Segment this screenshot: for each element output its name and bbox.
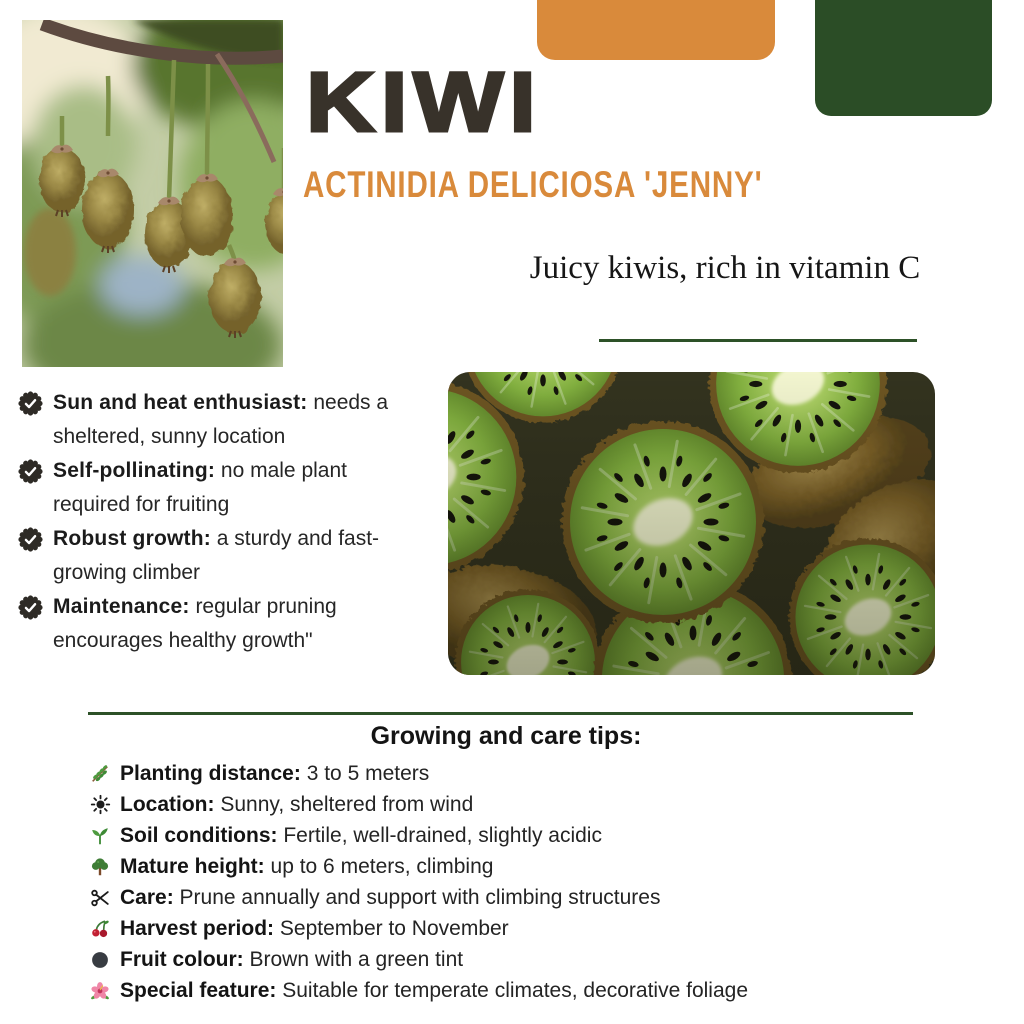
check-badge-icon: [18, 527, 43, 552]
tips-section: [88, 722, 924, 1006]
hibiscus-icon: [88, 979, 112, 1003]
feature-text: Robust growth: a sturdy and fast-growing climber: [53, 527, 380, 584]
herb-icon: [88, 762, 112, 786]
tip-text: Mature height: up to 6 meters, climbing: [120, 854, 494, 878]
tip-text: Location: Sunny, sheltered from wind: [120, 792, 474, 816]
tip-item: [88, 944, 924, 975]
tip-text: Planting distance: 3 to 5 meters: [120, 761, 430, 785]
tagline: Juicy kiwis, rich in vitamin C: [529, 250, 921, 286]
black-circle-icon: [88, 948, 112, 972]
check-badge-icon: [18, 595, 43, 620]
feature-item: [18, 386, 422, 454]
tip-item: [88, 758, 924, 789]
tip-item: [88, 913, 924, 944]
kiwi-vine-photo: [22, 20, 283, 367]
tip-text: Care: Prune annually and support with climbing structures: [120, 885, 661, 909]
tip-text: Harvest period: September to November: [120, 916, 509, 940]
feature-item: [18, 522, 422, 590]
check-badge-icon: [18, 391, 43, 416]
feature-text: Maintenance: regular pruning encourages healthy growth": [53, 595, 337, 652]
seedling-icon: [88, 824, 112, 848]
cherries-icon: [88, 917, 112, 941]
tips-heading: Growing and care tips:: [370, 722, 642, 750]
check-badge-icon: [18, 459, 43, 484]
orange-accent-shape: [537, 0, 775, 60]
feature-item: [18, 590, 422, 658]
feature-list: [18, 386, 422, 658]
feature-text: Sun and heat enthusiast: needs a sheltered, sunny location: [53, 391, 389, 448]
tip-item: [88, 820, 924, 851]
tagline-underline: [599, 339, 917, 342]
green-accent-shape: [815, 0, 992, 116]
tip-item: [88, 789, 924, 820]
sun-icon: [88, 793, 112, 817]
page-title: KIWI: [306, 55, 542, 149]
tip-item: [88, 882, 924, 913]
tip-text: Soil conditions: Fertile, well-drained, slightly acidic: [120, 823, 602, 847]
tip-item: [88, 975, 924, 1006]
scissors-icon: [88, 886, 112, 910]
tree-icon: [88, 855, 112, 879]
feature-item: [18, 454, 422, 522]
botanical-name: ACTINIDIA DELICIOSA 'JENNY': [303, 164, 763, 205]
section-divider: [88, 712, 913, 715]
tip-text: Special feature: Suitable for temperate climates, decorative foliage: [120, 978, 748, 1002]
kiwi-slices-photo: [448, 372, 935, 675]
tip-item: [88, 851, 924, 882]
feature-text: Self-pollinating: no male plant required for fruiting: [53, 459, 347, 516]
tip-text: Fruit colour: Brown with a green tint: [120, 947, 464, 971]
